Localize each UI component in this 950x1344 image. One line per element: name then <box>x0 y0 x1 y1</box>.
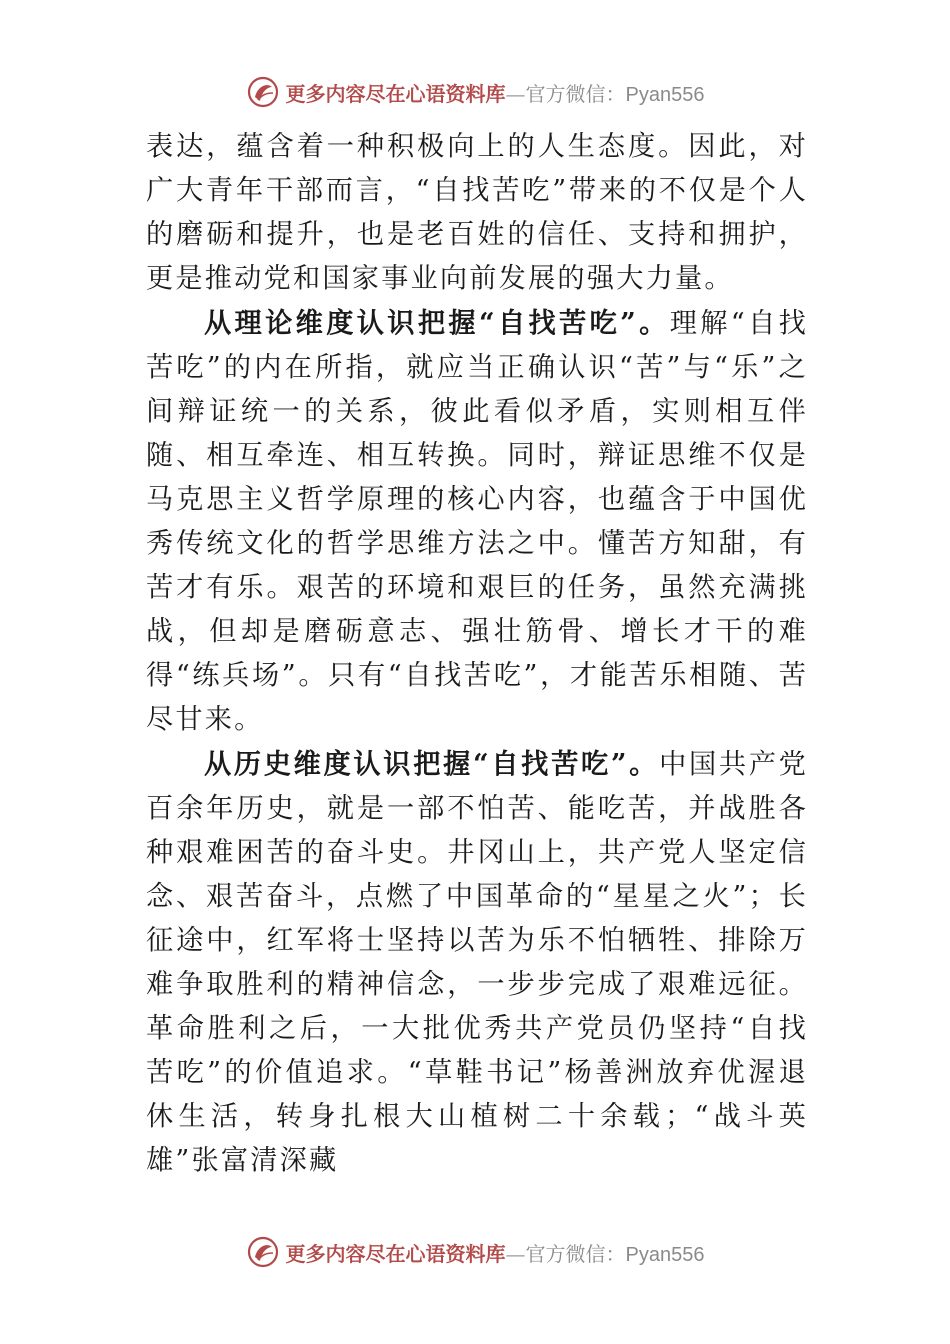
watermark-wechat-id: Pyan556 <box>625 83 705 106</box>
brand-logo-icon <box>246 1235 280 1269</box>
footer-watermark <box>0 1232 950 1272</box>
watermark-prefix: 更多内容尽在心语资料库 <box>285 81 506 106</box>
watermark-wechat-id: Pyan556 <box>625 1243 705 1266</box>
paragraph-text: 理解“自找苦吃”的内在所指，就应当正确认识“苦”与“乐”之间辩证统一的关系，彼此看似矛盾，实则相互伴随、相互牵连、相互转换。同时，辩证思维不仅是马克思主义哲学原理的核心内容，也蕴含于中国优秀传统文化的哲学思维方法之中。懂苦方知甜，有苦才有乐。艰苦的环境和艰巨的任务，虽然充满挑战，但却是磨砺意志、强壮筋骨、增长才干的难得“练兵场”。只有“自找苦吃”，才能苦乐相随、苦尽甘来。 <box>146 308 808 735</box>
watermark-text <box>286 78 705 107</box>
header-watermark <box>0 72 950 112</box>
watermark-prefix: 更多内容尽在心语资料库 <box>285 1241 506 1266</box>
paragraph-theory <box>146 301 808 742</box>
section-heading-history: 从历史维度认识把握“自找苦吃”。 <box>204 748 660 780</box>
watermark-dash: — <box>505 81 526 106</box>
brand-logo-icon <box>246 75 280 109</box>
paragraph-continued <box>146 125 808 301</box>
watermark-text <box>286 1238 705 1267</box>
watermark-wechat-label: 官方微信： <box>525 1241 626 1266</box>
document-body <box>146 125 808 1183</box>
paragraph-history <box>146 742 808 1183</box>
watermark-wechat-label: 官方微信： <box>525 81 626 106</box>
watermark-dash: — <box>505 1241 526 1266</box>
paragraph-text: 中国共产党百余年历史，就是一部不怕苦、能吃苦，并战胜各种艰难困苦的奋斗史。井冈山上，共产党人坚定信念、艰苦奋斗，点燃了中国革命的“星星之火”；长征途中，红军将士坚持以苦为乐不怕牺牲、排除万难争取胜利的精神信念，一步步完成了艰难远征。革命胜利之后，一大批优秀共产党员仍坚持“自找苦吃”的价值追求。“草鞋书记”杨善洲放弃优渥退休生活，转身扎根大山植树二十余载；“战斗英雄”张富清深藏 <box>146 749 808 1176</box>
section-heading-theory: 从理论维度认识把握“自找苦吃”。 <box>204 307 670 339</box>
paragraph-text: 表达，蕴含着一种积极向上的人生态度。因此，对广大青年干部而言，“自找苦吃”带来的不仅是个人的磨砺和提升，也是老百姓的信任、支持和拥护，更是推动党和国家事业向前发展的强大力量。 <box>146 131 808 294</box>
